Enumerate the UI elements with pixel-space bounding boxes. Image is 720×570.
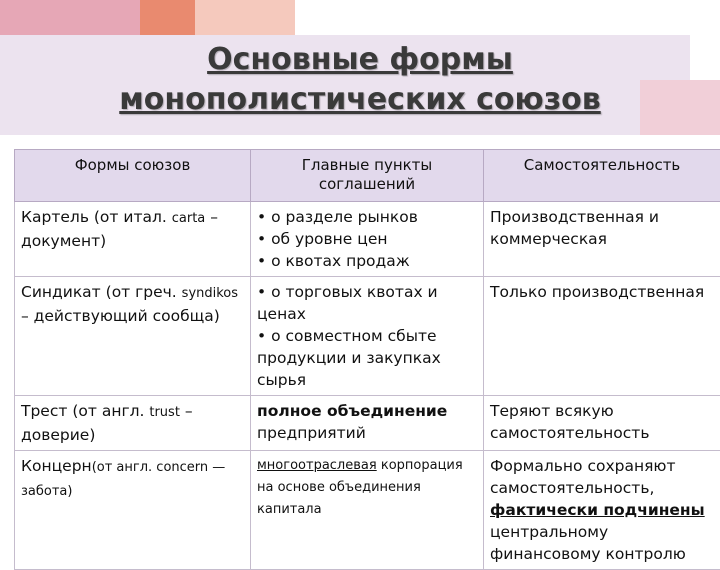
form-cell: Картель (от итал. carta – документ) [15, 202, 251, 277]
table-row [15, 202, 720, 277]
points-cell: полное объединение предприятий [251, 396, 484, 451]
independence-cell: Производственная и коммерческая [484, 202, 720, 277]
decor-block-peach [195, 0, 295, 40]
decor-block-orange [140, 0, 195, 40]
forms-table [14, 149, 720, 570]
header-points: Главные пункты соглашений [251, 150, 484, 202]
form-cell: Концерн(от англ. concern — забота) [15, 451, 251, 570]
form-cell: Трест (от англ. trust – доверие) [15, 396, 251, 451]
independence-cell: Формально сохраняют самостоятельность, фактически подчинены центральному финансовому контролю [484, 451, 720, 570]
header-independence: Самостоятельность [484, 150, 720, 202]
title-line-2: монополистических союзов [0, 80, 720, 120]
table-row [15, 396, 720, 451]
points-cell: многоотраслевая корпорация на основе объединения капитала [251, 451, 484, 570]
independence-cell: Теряют всякую самостоятельность [484, 396, 720, 451]
title-line-1: Основные формы [0, 40, 720, 80]
table-row [15, 277, 720, 396]
points-cell: • о торговых квотах и ценах • о совместном сбыте продукции и закупках сырья [251, 277, 484, 396]
independence-cell: Только производственная [484, 277, 720, 396]
form-cell: Синдикат (от греч. syndikos – действующий сообща) [15, 277, 251, 396]
header-forms: Формы союзов [15, 150, 251, 202]
table-header-row [15, 150, 720, 202]
page-title [0, 40, 720, 120]
points-cell: • о разделе рынков • об уровне цен • о квотах продаж [251, 202, 484, 277]
table-row [15, 451, 720, 570]
decor-block-pink [0, 0, 140, 40]
